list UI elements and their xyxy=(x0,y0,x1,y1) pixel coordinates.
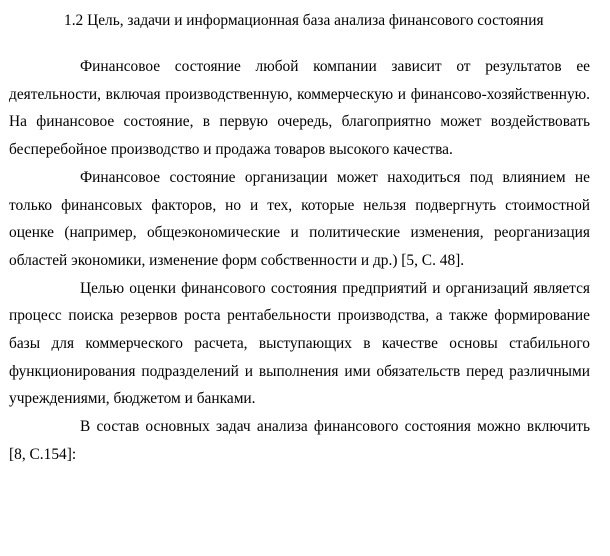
paragraph-analysis-tasks: В состав основных задач анализа финансового состояния можно включить [8, С.154]: xyxy=(9,418,590,463)
section-heading: 1.2 Цель, задачи и информационная база анализа финансового состояния xyxy=(64,12,544,29)
paragraph-financial-state: Финансовое состояние любой компании зависит от результатов ее деятельности, включая производственную, коммерческую и финансово-хозяйственную. На финансовое состояние, в первую очередь, благоприятно может воздействовать бесперебойное производство и продажа товаров высокого качества. xyxy=(9,58,590,159)
paragraph-influence-factors: Финансовое состояние организации может находиться под влиянием не только финансовых факторов, но и тех, которые нельзя подвергнуть стоимостной оценке (например, общеэкономические и политические изменения, реорганизация областей экономики, изменение форм собственности и др.) [5, С. 48]. xyxy=(9,168,590,269)
paragraph-assessment-goal: Целью оценки финансового состояния предприятий и организаций является процесс поиска резервов роста рентабельности производства, а также формирование базы для коммерческого расчета, выступающих в качестве основы стабильного функционирования подразделений и выполнения ими обязательств перед различными учреждениями, бюджетом и банками. xyxy=(9,279,590,408)
